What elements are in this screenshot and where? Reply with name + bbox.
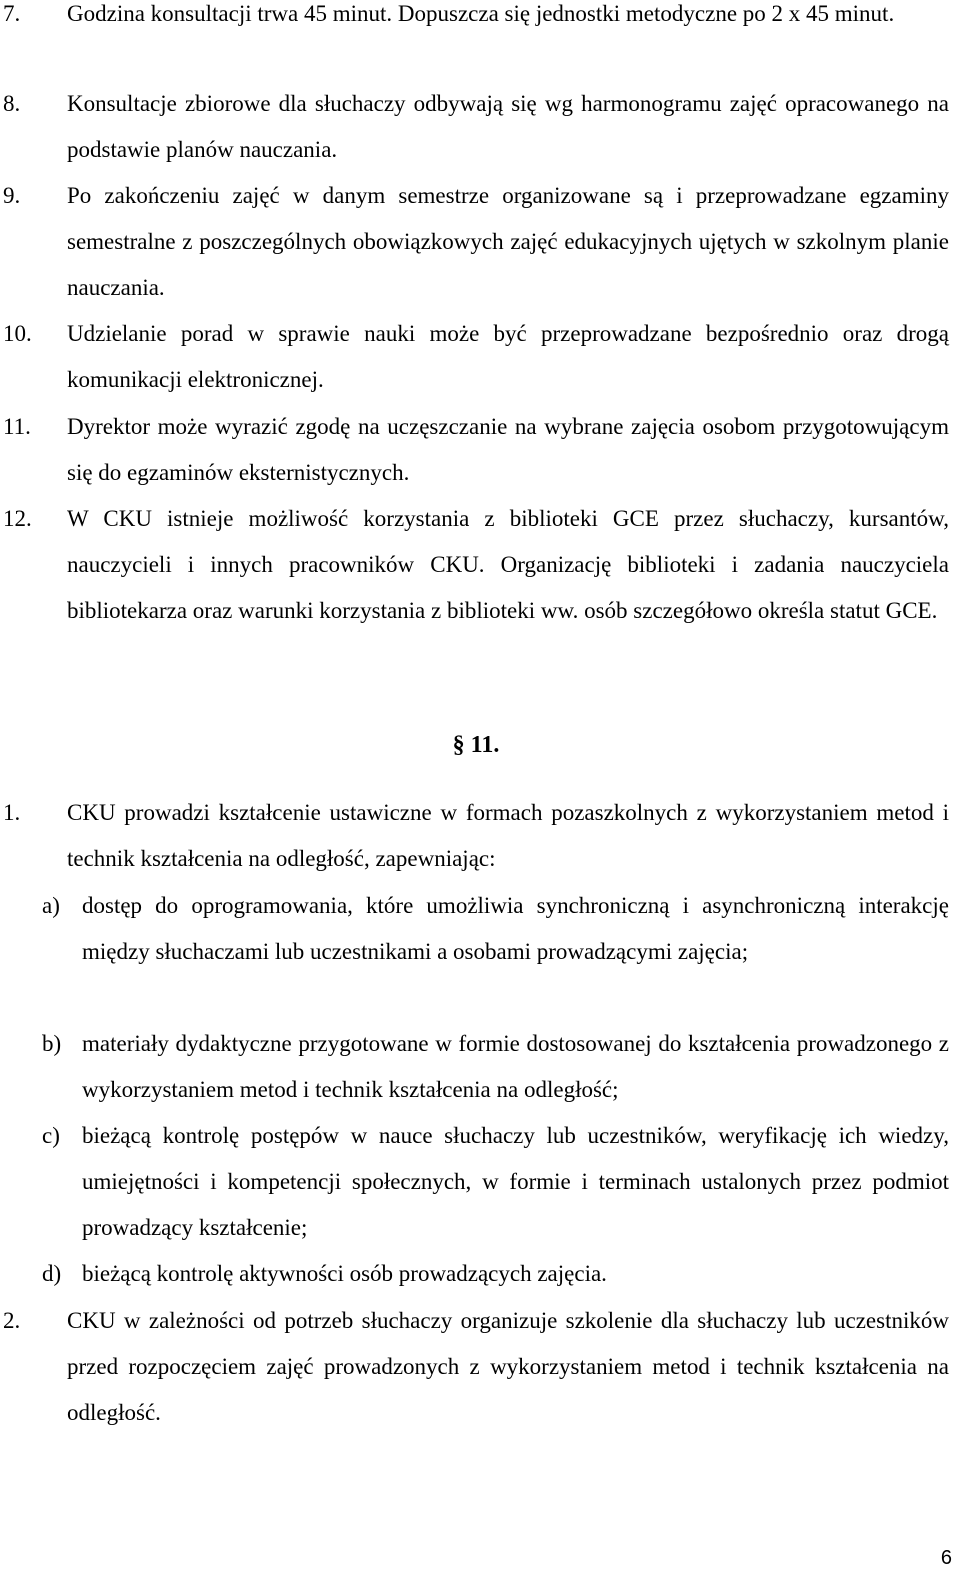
page-number: 6: [940, 1547, 952, 1569]
sub-list-item-letter: b): [42, 1031, 62, 1056]
sub-list-item-text: materiały dydaktyczne przygotowane w formie dostosowanej do kształcenia prowadzonego z wykorzystaniem metod i technik kształcenia na odległość;: [82, 1031, 949, 1103]
sub-list-item-text: bieżącą kontrolę postępów w nauce słuchaczy lub uczestników, weryfikację ich wiedzy, umiejętności i kompetencji społecznych, w formie i terminach ustalonych przez podmiot prowadzący kształcenie;: [82, 1123, 949, 1241]
list-item-text: W CKU istnieje możliwość korzystania z biblioteki GCE przez słuchaczy, kursantów, nauczycieli i innych pracowników CKU. Organizację biblioteki i zadania nauczyciela bibliotekarza oraz warunki korzystania z biblioteki ww. osób szczegółowo określa statut GCE.: [67, 506, 949, 624]
list-item-text: Udzielanie porad w sprawie nauki może być przeprowadzane bezpośrednio oraz drogą komunikacji elektronicznej.: [67, 321, 949, 393]
list-item-number: 12.: [3, 506, 32, 531]
sub-list-item-text: bieżącą kontrolę aktywności osób prowadzących zajęcia.: [82, 1261, 607, 1286]
list-item-number: 11.: [3, 414, 31, 439]
list-item-number: 9.: [3, 183, 21, 208]
list-item-text: Dyrektor może wyrazić zgodę na uczęszczanie na wybrane zajęcia osobom przygotowującym się do egzaminów eksternistycznych.: [67, 414, 949, 486]
sub-list-item-letter: d): [42, 1261, 62, 1286]
list-item-number: 10.: [3, 321, 32, 346]
sub-list-item-letter: a): [42, 893, 60, 918]
section-heading: § 11.: [452, 732, 500, 758]
list-item-text: CKU prowadzi kształcenie ustawiczne w formach pozaszkolnych z wykorzystaniem metod i technik kształcenia na odległość, zapewniając:: [67, 800, 949, 872]
list-item-text: Godzina konsultacji trwa 45 minut. Dopuszcza się jednostki metodyczne po 2 x 45 minut.: [67, 1, 895, 26]
list-item-text: CKU w zależności od potrzeb słuchaczy organizuje szkolenie dla słuchaczy lub uczestników przed rozpoczęciem zajęć prowadzonych z wykorzystaniem metod i technik kształcenia na odległość.: [67, 1308, 949, 1426]
sub-list-item-letter: c): [42, 1123, 60, 1148]
list-item-number: 1.: [3, 800, 21, 825]
list-item-number: 8.: [3, 91, 21, 116]
list-item-text: Po zakończeniu zajęć w danym semestrze organizowane są i przeprowadzane egzaminy semestralne z poszczególnych obowiązkowych zajęć edukacyjnych ujętych w szkolnym planie nauczania.: [67, 183, 949, 301]
list-item-number: 2.: [3, 1308, 21, 1333]
list-item-text: Konsultacje zbiorowe dla słuchaczy odbywają się wg harmonogramu zajęć opracowanego na podstawie planów nauczania.: [67, 91, 949, 163]
list-item-number: 7.: [3, 1, 21, 26]
sub-list-item-text: dostęp do oprogramowania, które umożliwia synchroniczną i asynchroniczną interakcję między słuchaczami lub uczestnikami a osobami prowadzącymi zajęcia;: [82, 893, 949, 965]
